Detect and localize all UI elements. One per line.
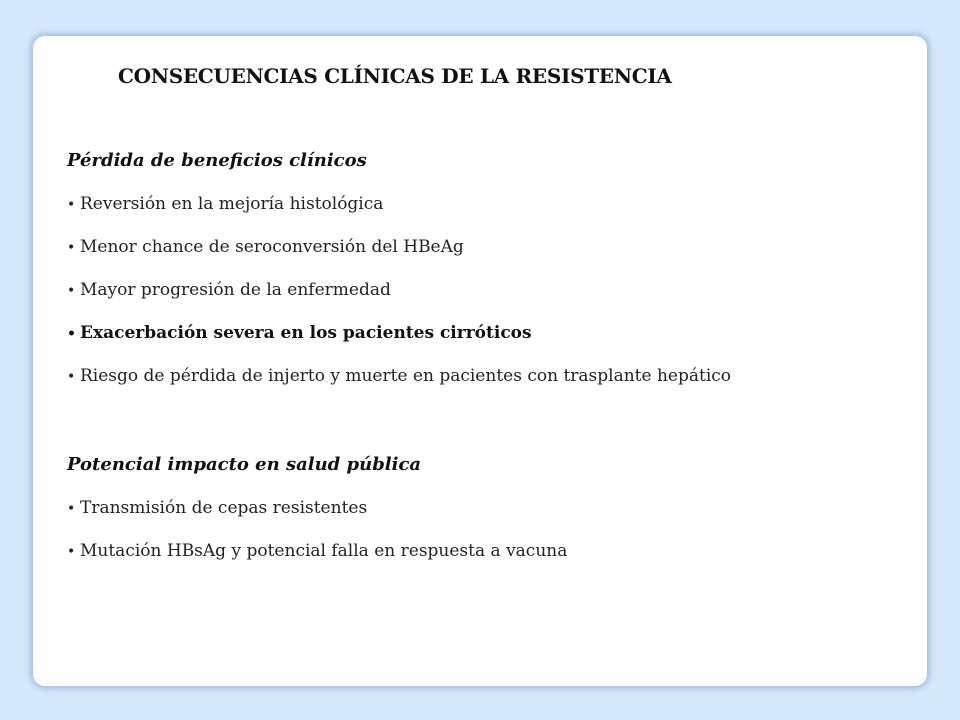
bullet-icon: • [67,240,76,256]
section-public-health [67,451,907,580]
bullet-icon: • [67,283,76,299]
bullet-text: Reversión en la mejoría histológica [80,194,384,214]
bullet-icon: • [67,326,76,342]
section-heading: Potencial impacto en salud pública [67,454,422,475]
bullet-text: Mutación HBsAg y potencial falla en respuesta a vacuna [80,541,568,561]
bullet-item [67,190,907,218]
slide-title: CONSECUENCIAS CLÍNICAS DE LA RESISTENCIA [118,64,672,88]
bullet-item [67,494,907,522]
section-clinical-loss [67,147,907,405]
bullet-icon: • [67,197,76,213]
bullet-text: Transmisión de cepas resistentes [80,498,368,518]
section-heading: Pérdida de beneficios clínicos [67,150,367,171]
bullet-text: Menor chance de seroconversión del HBeAg [80,237,464,257]
bullet-icon: • [67,501,76,517]
bullet-item [67,362,907,390]
bullet-text: Riesgo de pérdida de injerto y muerte en pacientes con trasplante hepático [80,366,732,386]
bullet-text: Exacerbación severa en los pacientes cirróticos [80,323,532,343]
bullet-item-emphasized [67,319,907,347]
bullet-list [67,494,907,565]
bullet-icon: • [67,544,76,560]
bullet-icon: • [67,369,76,385]
bullet-list [67,190,907,390]
bullet-item [67,276,907,304]
bullet-text: Mayor progresión de la enfermedad [80,280,391,300]
bullet-item [67,537,907,565]
bullet-item [67,233,907,261]
